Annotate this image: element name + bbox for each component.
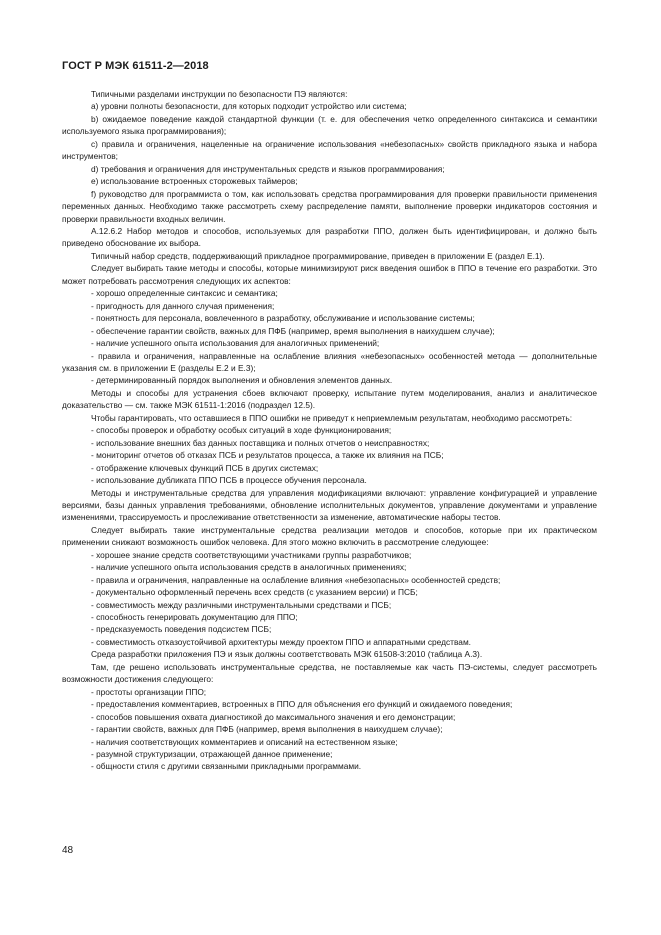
paragraph: Методы и инструментальные средства для управления модификациями включают: управление конфигурацией и управление версиями, базы данных управления требованиями, обновление исполнительных документов, управление документами и управление изменениями, трассируемость и прослеживание ответственности за изменение, автоматические наборы тестов. — [62, 487, 597, 523]
list-item: - документально оформленный перечень всех средств (с указанием версии) и ПСБ; — [91, 587, 418, 598]
list-item: c) правила и ограничения, нацеленные на ограничение использования «небезопасных» свойств прикладного языка и набора инструментов; — [62, 138, 597, 162]
list-item: а) уровни полноты безопасности, для которых подходит устройство или система; — [91, 101, 407, 112]
list-item: - наличие успешного опыта использования средств в аналогичных применениях; — [91, 562, 407, 573]
paragraph: Типичными разделами инструкции по безопасности ПЭ являются: — [91, 89, 348, 99]
list-item: - правила и ограничения, направленные на ослабление влияния «небезопасных» особенностей метода — дополнительные указания см. в приложении Е (разделы Е.2 и Е.3); — [62, 350, 597, 373]
paragraph: А.12.6.2 Набор методов и способов, используемых для разработки ППО, должен быть идентифицирован, и должно быть приведено обоснование их выбора. — [62, 225, 597, 249]
list-item: - отображение ключевых функций ПСБ в других системах; — [91, 462, 319, 473]
list-item: - совместимость отказоустойчивой архитектуры между проектом ППО и аппаратными средствам. — [91, 636, 472, 647]
list-item: - пригодность для данного случая применения; — [91, 300, 275, 311]
list-item: - способы проверок и обработку особых ситуаций в ходе функционирования; — [91, 425, 392, 436]
list-item: b) ожидаемое поведение каждой стандартной функции (т. е. для обеспечения четко определенного синтаксиса и семантики используемого языка программирования); — [62, 113, 597, 137]
paragraph: Среда разработки приложения ПЭ и язык должны соответствовать МЭК 61508-3:2010 (таблица А.3). — [91, 649, 483, 660]
list-item: - гарантии свойств, важных для ПФБ (например, время выполнения в наихудшем случае); — [91, 724, 443, 735]
list-item: - разумной структуризации, отражающей данное применение; — [91, 749, 333, 760]
list-item: - мониторинг отчетов об отказах ПСБ и результатов процесса, а также их влияния на ПСБ; — [91, 450, 444, 461]
list-item: - понятность для персонала, вовлеченного в разработку, обслуживание и использование системы; — [91, 313, 475, 324]
paragraph: Чтобы гарантировать, что оставшиеся в ППО ошибки не приведут к неприемлемым результатам, необходимо рассмотреть: — [91, 412, 573, 423]
list-item: - предсказуемость поведения подсистем ПСБ; — [91, 624, 272, 635]
list-item: d) требования и ограничения для инструментальных средств и языков программирования; — [91, 163, 445, 174]
list-item: e) использование встроенных сторожевых таймеров; — [91, 176, 298, 187]
paragraph: Следует выбирать такие методы и способы, которые минимизируют риск введения ошибок в ППО в течение его разработки. Это может потребовать рассмотрения следующих их аспектов: — [62, 263, 597, 286]
paragraph: Типичный набор средств, поддерживающий прикладное программирование, приведен в приложении Е (раздел Е.1). — [91, 250, 545, 261]
list-item: - простоты организации ППО; — [91, 686, 207, 697]
document-body — [62, 88, 597, 773]
page-number: 48 — [62, 845, 74, 856]
paragraph: Там, где решено использовать инструментальные средства, не поставляемые как часть ПЭ-системы, следует рассмотреть возможности достижения следующего: — [62, 661, 597, 685]
list-item: - обеспечение гарантии свойств, важных для ПФБ (например, время выполнения в наихудшем случае); — [91, 325, 495, 336]
list-item: - предоставления комментариев, встроенных в ППО для объяснения его функций и ожидаемого поведения; — [91, 699, 513, 710]
paragraph: Следует выбирать такие инструментальные средства реализации методов и способов, которые при их практическом применении снижают возможность ошибок человека. Для этого можно включить в рассмотрение следующее: — [62, 524, 597, 548]
list-item: - наличие успешного опыта использования для аналогичных применений; — [91, 338, 380, 349]
list-item: - использование внешних баз данных поставщика и полных отчетов о неисправностях; — [91, 437, 430, 448]
list-item: - правила и ограничения, направленные на ослабление влияния «небезопасных» особенностей средств; — [91, 574, 501, 585]
list-item: - хорошо определенные синтаксис и семантика; — [91, 288, 278, 299]
paragraph: Методы и способы для устранения сбоев включают проверку, испытание путем моделирования, анализ и аналитическое доказательство — см. также МЭК 61511-1:2016 (подраздел 12.5). — [62, 387, 597, 411]
list-item: - общности стиля с другими связанными прикладными программами. — [91, 761, 362, 772]
list-item: - детерминированный порядок выполнения и обновления элементов данных. — [91, 375, 393, 386]
list-item: f) руководство для программиста о том, как использовать средства программирования для проверки правильности применения переменных данных. Необходимо также рассмотреть схему распределение памяти, выполнение проверки индикаторов состояния и проверки правильности входных величин. — [62, 188, 597, 224]
list-item: - использование дубликата ППО ПСБ в процессе обучения персонала. — [91, 475, 367, 486]
list-item: - совместимость между различными инструментальными средствами и ПСБ; — [91, 599, 392, 610]
list-item: - наличия соответствующих комментариев и описаний на естественном языке; — [91, 736, 398, 747]
document-header: ГОСТ Р МЭК 61511-2—2018 — [62, 60, 209, 72]
list-item: - хорошее знание средств соответствующими участниками группы разработчиков; — [91, 549, 412, 560]
list-item: - способов повышения охвата диагностикой до максимального значения и его демонстрации; — [91, 711, 456, 722]
list-item: - способность генерировать документацию для ППО; — [91, 612, 298, 623]
